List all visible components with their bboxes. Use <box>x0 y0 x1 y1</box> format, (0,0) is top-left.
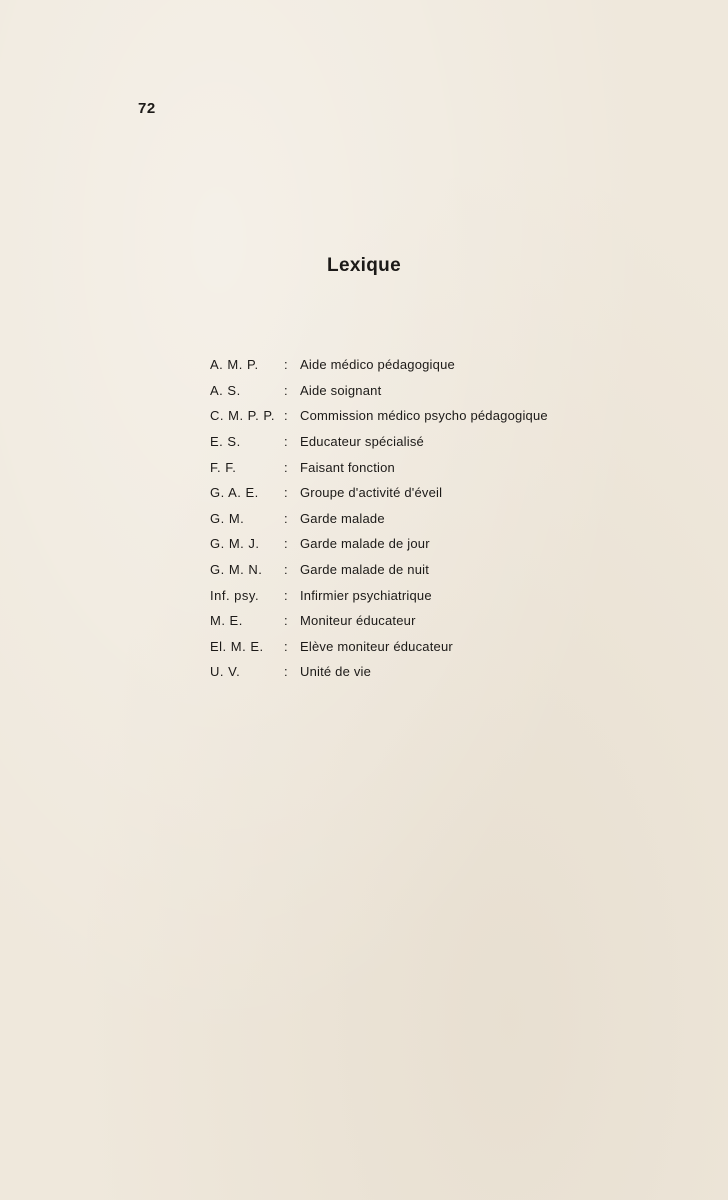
entry-meaning: Unité de vie <box>300 664 372 680</box>
entry-separator: : <box>284 510 288 526</box>
entry-meaning: Garde malade de nuit <box>300 562 430 578</box>
entry-abbreviation: A. M. P. <box>210 357 259 373</box>
glossary-entry <box>210 480 630 506</box>
entry-meaning: Aide soignant <box>300 382 382 398</box>
glossary-entry <box>210 531 630 557</box>
entry-meaning: Garde malade <box>300 510 385 526</box>
entry-meaning: Educateur spécialisé <box>300 434 424 450</box>
entry-abbreviation: C. M. P. P. <box>210 408 275 424</box>
entry-meaning: Infirmier psychiatrique <box>300 587 432 603</box>
glossary-entry <box>210 634 630 660</box>
entry-abbreviation: G. M. <box>210 510 245 526</box>
entry-abbreviation: G. M. N. <box>210 562 263 578</box>
glossary-entry <box>210 403 630 429</box>
entry-abbreviation: G. M. J. <box>210 536 260 552</box>
glossary-entry <box>210 429 630 455</box>
glossary-entry <box>210 557 630 583</box>
entry-separator: : <box>284 485 288 501</box>
entry-abbreviation: F. F. <box>210 459 237 475</box>
glossary-entry <box>210 506 630 532</box>
entry-separator: : <box>284 434 288 450</box>
entry-separator: : <box>284 536 288 552</box>
entry-meaning: Elève moniteur éducateur <box>300 638 453 654</box>
entry-abbreviation: E. S. <box>210 434 241 450</box>
entry-separator: : <box>284 382 288 398</box>
entry-separator: : <box>284 638 288 654</box>
entry-separator: : <box>284 587 288 603</box>
page-title: Lexique <box>327 255 401 276</box>
entry-meaning: Groupe d'activité d'éveil <box>300 485 443 501</box>
page-number: 72 <box>138 100 156 117</box>
glossary-entry <box>210 454 630 480</box>
entry-abbreviation: El. M. E. <box>210 638 264 654</box>
glossary-entry <box>210 582 630 608</box>
entry-separator: : <box>284 357 288 373</box>
glossary-entry <box>210 608 630 634</box>
entry-separator: : <box>284 664 288 680</box>
entry-separator: : <box>284 459 288 475</box>
glossary-entry <box>210 378 630 404</box>
glossary-entry <box>210 352 630 378</box>
entry-meaning: Garde malade de jour <box>300 536 430 552</box>
entry-meaning: Moniteur éducateur <box>300 613 416 629</box>
entry-abbreviation: U. V. <box>210 664 241 680</box>
entry-abbreviation: Inf. psy. <box>210 587 260 603</box>
entry-separator: : <box>284 562 288 578</box>
entry-meaning: Commission médico psycho pédagogique <box>300 408 548 424</box>
entry-meaning: Faisant fonction <box>300 459 395 475</box>
entry-separator: : <box>284 408 288 424</box>
entry-abbreviation: A. S. <box>210 382 241 398</box>
entry-meaning: Aide médico pédagogique <box>300 357 455 373</box>
entry-separator: : <box>284 613 288 629</box>
glossary-entry <box>210 659 630 685</box>
entry-abbreviation: G. A. E. <box>210 485 259 501</box>
glossary-list <box>210 352 630 685</box>
entry-abbreviation: M. E. <box>210 613 243 629</box>
